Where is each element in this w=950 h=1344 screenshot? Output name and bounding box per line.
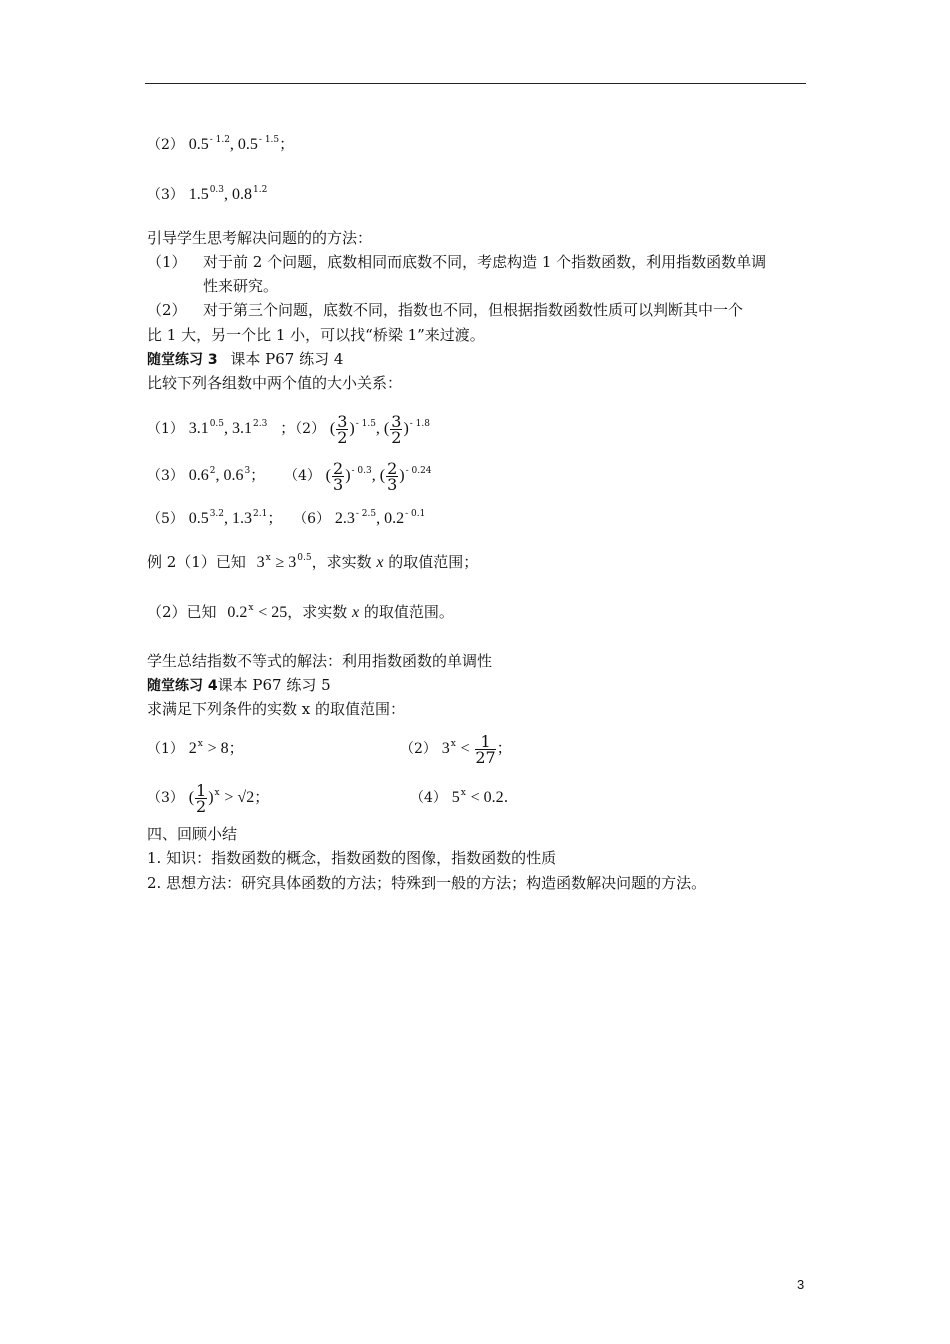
exercise-line-2 <box>147 134 294 157</box>
example-text: 的取值范围。 <box>363 603 454 621</box>
math-exponent: x <box>450 739 456 749</box>
guide-point-1-text-b: 性来研究。 <box>203 277 279 295</box>
fraction-numerator: 3 <box>337 411 348 431</box>
math-base: , 1.3 <box>224 510 253 527</box>
punct: ； <box>228 739 244 757</box>
item-label: （1） <box>147 421 184 437</box>
item-label: （2） <box>295 421 326 437</box>
fraction-denominator: 2 <box>196 796 207 816</box>
practice-3-intro: 比较下列各组数中两个值的大小关系： <box>147 374 403 392</box>
review-item-1: 1. 知识：指数函数的概念，指数函数的图像，指数函数的性质 <box>147 849 557 867</box>
item-label: （1） <box>147 253 187 271</box>
practice-4-row-1 <box>147 728 244 771</box>
math-exponent: 2.3 <box>253 419 268 429</box>
review-heading: 四、回顾小结 <box>147 825 238 843</box>
math-base: 2 <box>188 740 197 757</box>
item-label: （5） <box>147 511 184 527</box>
math-exponent: x <box>214 788 220 798</box>
punct: . <box>503 788 509 806</box>
guide-point-2 <box>147 300 187 320</box>
math-base: , 3.1 <box>224 420 253 437</box>
fraction-denominator: 2 <box>391 427 402 447</box>
math-relation: < 25 <box>258 604 288 621</box>
math-relation: < <box>460 740 470 757</box>
guide-point-2-text-a: 对于第三个问题，底数不同，指数也不同，但根据指数函数性质可以判断其中一个 <box>203 301 744 319</box>
example-text: ，求实数 <box>287 603 348 621</box>
math-variable: x <box>352 604 360 621</box>
fraction <box>195 780 207 816</box>
example-label: （2）已知 <box>147 603 217 621</box>
math-exponent: x <box>460 788 466 798</box>
math-base: 3.1 <box>188 420 209 437</box>
math-base: , 0.2 <box>376 510 405 527</box>
example-label: 例 2（1）已知 <box>147 553 246 571</box>
math-exponent: 2 <box>209 466 216 476</box>
math-exponent: 0.5 <box>297 553 312 563</box>
fraction <box>336 411 348 447</box>
practice-ref: 课本 P67 练习 5 <box>217 676 331 694</box>
practice-4-row-2: （3） ( $\frac{1}{2}$ )$^x$ > √2； <box>147 780 270 816</box>
fraction-numerator: 1 <box>475 734 495 750</box>
math-relation: ≥ 3 <box>275 554 297 571</box>
math-exponent: 2.1 <box>253 509 268 519</box>
math-exponent: - 0.24 <box>405 466 432 476</box>
header-rule <box>145 83 806 84</box>
exercise-line-3 <box>147 184 267 207</box>
summary-line: 学生总结指数不等式的解法：利用指数函数的单调性 <box>147 652 493 670</box>
page-number: 3 <box>797 1277 805 1292</box>
math-base: , 0.6 <box>215 467 244 484</box>
math-base: 5 <box>451 789 460 806</box>
math-relation: < 0.2 <box>470 789 504 806</box>
math-exponent: x <box>248 603 254 613</box>
fraction <box>475 731 496 767</box>
math-exponent: x <box>197 739 203 749</box>
punct: ； <box>250 466 266 484</box>
fraction-numerator: 1 <box>196 780 207 800</box>
punct: ； <box>280 419 296 437</box>
math-exponent: - 1.2 <box>209 135 230 145</box>
item-label: （4） <box>410 790 447 806</box>
fraction-denominator: 3 <box>387 474 398 494</box>
item-label: （2） <box>147 301 187 319</box>
item-label: （6） <box>293 511 331 527</box>
example-2-part-2 <box>147 602 454 625</box>
punct: ； <box>267 509 283 527</box>
math-exponent: 0.3 <box>209 185 225 195</box>
fraction-numerator: 2 <box>387 458 398 478</box>
fraction <box>390 411 402 447</box>
practice-title: 随堂练习 3 <box>147 352 218 368</box>
punct: ； <box>254 788 270 806</box>
item-label: （1） <box>147 741 184 757</box>
guide-point-2-text-b: 比 1 大，另一个比 1 小，可以找“桥梁 1”来过渡。 <box>147 326 485 344</box>
math-exponent: - 1.5 <box>355 419 376 429</box>
practice-3-row-2: （3） $0.6^2$, $0.6^3$； （4） ( $\frac{2}{3}$ )$^{- 0.3}$, ( $\frac{2}{3}$ )$^{- 0.24}$ <box>147 458 432 494</box>
math-base: 0.5 <box>188 510 209 527</box>
math-base: 0.6 <box>188 467 209 484</box>
item-label: （2） <box>400 741 437 757</box>
guide-point-1 <box>147 252 187 272</box>
fraction-numerator: 3 <box>391 411 402 431</box>
practice-3-row-1: （1） $3.1^{0.5}$, $3.1^{2.3}$ ；（2） ( $\frac{3}{2}$ )$^{- 1.5}$, ( $\frac{3}{2}$ )$^{- 1.8}$ <box>147 411 430 447</box>
example-text: ，求实数 <box>311 553 372 571</box>
practice-title: 随堂练习 4 <box>147 678 218 694</box>
math-exponent: x <box>265 553 271 563</box>
math-exponent: 3.2 <box>209 509 225 519</box>
item-label: （3） <box>147 790 184 806</box>
practice-4-heading <box>147 675 331 696</box>
fraction-denominator: 3 <box>333 474 344 494</box>
math-base: 0.5 <box>188 136 209 153</box>
guide-point-1-text-a: 对于前 2 个问题，底数相同而底数不同，考虑构造 1 个指数函数，利用指数函数单调 <box>203 253 767 271</box>
math-base: 3 <box>256 554 265 571</box>
math-exponent: - 1.8 <box>409 419 430 429</box>
math-exponent: 1.2 <box>253 185 268 195</box>
review-item-2: 2. 思想方法：研究具体函数的方法；特殊到一般的方法；构造函数解决问题的方法。 <box>147 874 707 892</box>
fraction-denominator: 27 <box>475 747 496 767</box>
fraction-numerator: 2 <box>333 458 344 478</box>
practice-ref: 课本 P67 练习 4 <box>230 350 344 368</box>
math-variable: x <box>376 554 384 571</box>
math-exponent: - 2.5 <box>355 509 377 519</box>
math-base: , 0.5 <box>229 136 258 153</box>
fraction <box>332 458 344 494</box>
math-base: , 0.8 <box>224 186 253 203</box>
math-exponent: - 0.3 <box>351 466 372 476</box>
fraction-denominator: 2 <box>337 427 348 447</box>
math-exponent: - 1.5 <box>258 135 280 145</box>
guide-title: 引导学生思考解决问题的的方法： <box>147 229 373 247</box>
item-label: （3） <box>147 468 184 484</box>
example-2-part-1 <box>147 552 478 575</box>
fraction <box>386 458 398 494</box>
item-label: （3） <box>147 187 184 203</box>
practice-3-heading <box>147 349 343 370</box>
math-base: 2.3 <box>334 510 355 527</box>
item-label: （2） <box>147 137 184 153</box>
item-label: （4） <box>283 468 321 484</box>
practice-4-row-2b <box>410 777 508 820</box>
math-base: 0.2 <box>227 604 248 621</box>
math-relation: > 8 <box>207 740 229 757</box>
math-exponent: 3 <box>244 466 251 476</box>
punct: ； <box>279 135 295 153</box>
punct: ； <box>496 739 512 757</box>
math-base: 3 <box>441 740 450 757</box>
example-text: 的取值范围； <box>388 553 479 571</box>
math-relation: > √2 <box>224 789 255 806</box>
practice-4-intro: 求满足下列条件的实数 x 的取值范围： <box>147 700 405 718</box>
practice-4-row-1b <box>400 728 512 771</box>
math-exponent: - 0.1 <box>405 509 426 519</box>
practice-3-row-3 <box>147 508 425 531</box>
math-base: 1.5 <box>188 186 209 203</box>
math-exponent: 0.5 <box>209 419 225 429</box>
